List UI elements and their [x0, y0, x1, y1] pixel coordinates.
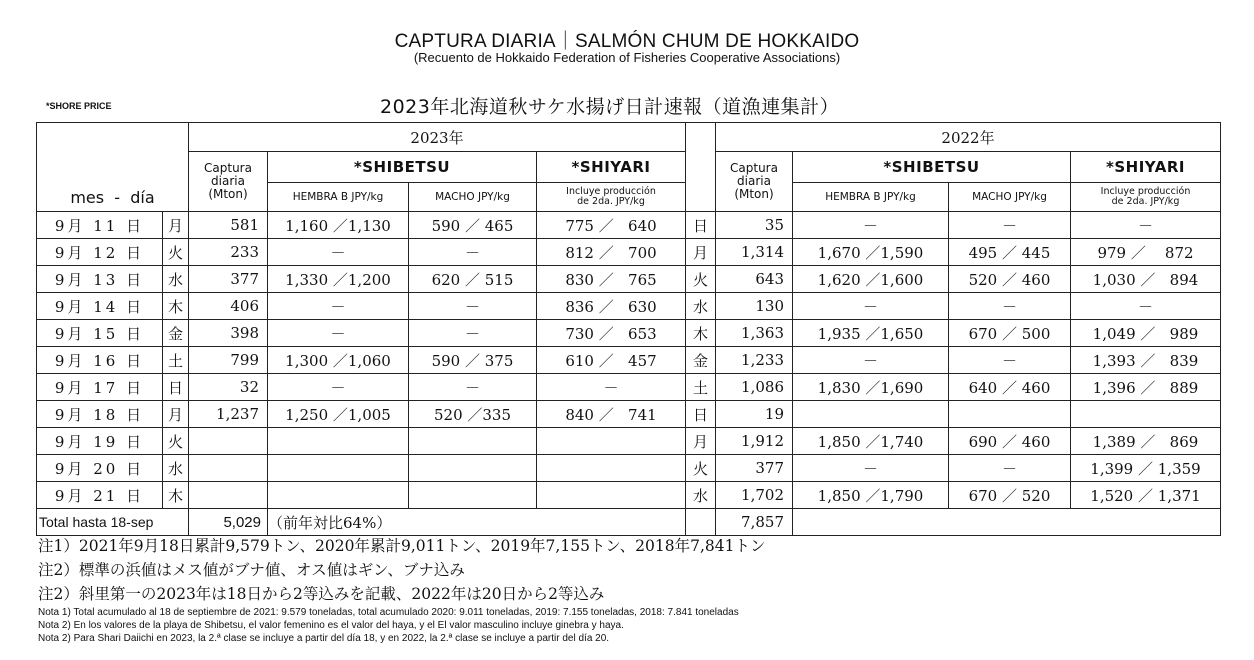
captura-line-1: Captura: [204, 161, 252, 175]
shiyari-price-cell: 610 ／ 457: [537, 347, 686, 374]
prev-captura-cell: 19: [716, 401, 793, 428]
prev-weekday-cell: 月: [686, 239, 716, 266]
date-header-label: mes - día: [70, 188, 155, 207]
japanese-title: 2023年北海道秋サケ水揚げ日計速報（道漁連集計）: [380, 96, 840, 118]
hembra-price-cell: [268, 428, 409, 455]
prev-hembra-price-cell: 1,670 ／1,590: [793, 239, 949, 266]
captura-cell: 233: [189, 239, 268, 266]
notes-section: [38, 534, 1218, 645]
weekday-cell: 水: [163, 455, 189, 482]
prev-macho-price-cell: 520 ／ 460: [949, 266, 1071, 293]
prev-weekday-cell: 水: [686, 293, 716, 320]
prev-shiyari-price-cell: 1,030 ／ 894: [1071, 266, 1221, 293]
macho-price-cell: [409, 482, 537, 509]
table-row: [37, 482, 1221, 509]
report-subtitle: (Recuento de Hokkaido Federation of Fisheries Cooperative Associations): [413, 50, 841, 65]
prev-hembra-price-cell: －: [793, 347, 949, 374]
captura-cell: 406: [189, 293, 268, 320]
hembra-price-cell: [268, 455, 409, 482]
prev-hembra-price-cell: 1,830 ／1,690: [793, 374, 949, 401]
prev-macho-price-cell: 690 ／ 460: [949, 428, 1071, 455]
captura-cell: 799: [189, 347, 268, 374]
table-row: [37, 374, 1221, 401]
note-jp-3: 注2）斜里第一の2023年は18日から2等込みを記載、2022年は20日から2等込み: [38, 585, 605, 603]
prev-shiyari-price-cell: [1071, 401, 1221, 428]
macho-price-cell: －: [409, 320, 537, 347]
shiyari-header-2023: *SHIYARI: [537, 152, 686, 183]
prev-captura-cell: 1,363: [716, 320, 793, 347]
hembra-price-cell: 1,330 ／1,200: [268, 266, 409, 293]
weekday-cell: 金: [163, 320, 189, 347]
prev-weekday-cell: 日: [686, 401, 716, 428]
prev-weekday-cell: 金: [686, 347, 716, 374]
hembra-header-2023: HEMBRA B JPY/kg: [268, 183, 409, 212]
hembra-price-cell: －: [268, 374, 409, 401]
shibetsu-header-2022: *SHIBETSU: [793, 152, 1071, 183]
weekday-cell: 火: [163, 239, 189, 266]
prev-hembra-price-cell: [793, 401, 949, 428]
prev-total-value: 7,857: [716, 509, 793, 536]
prev-captura-cell: 1,702: [716, 482, 793, 509]
shore-price-label: *SHORE PRICE: [46, 101, 112, 111]
macho-price-cell: 590 ／ 465: [409, 212, 537, 239]
prev-weekday-cell: 水: [686, 482, 716, 509]
prev-shiyari-price-cell: －: [1071, 293, 1221, 320]
date-cell: 9月 12 日: [37, 239, 163, 266]
macho-price-cell: 620 ／ 515: [409, 266, 537, 293]
date-header: [37, 152, 189, 212]
prev-macho-price-cell: －: [949, 293, 1071, 320]
prev-captura-cell: 1,314: [716, 239, 793, 266]
macho-price-cell: －: [409, 293, 537, 320]
captura-line-2: diaria: [211, 174, 245, 188]
prev-weekday-cell: 日: [686, 212, 716, 239]
shiyari-price-cell: 812 ／ 700: [537, 239, 686, 266]
weekday-cell: 日: [163, 374, 189, 401]
date-cell: 9月 19 日: [37, 428, 163, 455]
prev-captura-cell: 1,233: [716, 347, 793, 374]
shiyari-sub-header-2022: [1071, 183, 1221, 212]
incl-line-1: Incluye producción: [566, 186, 656, 197]
report-title: CAPTURA DIARIA｜SALMÓN CHUM DE HOKKAIDO: [394, 31, 860, 52]
date-cell: 9月 11 日: [37, 212, 163, 239]
table-row: [37, 428, 1221, 455]
date-cell: 9月 15 日: [37, 320, 163, 347]
year-2022-header: 2022年: [716, 123, 1221, 152]
note-es-3: Nota 2) Para Shari Daiichi en 2023, la 2.ª clase se incluye a partir del día 18, y en 2022, la 2.ª clase se incluye a partir del día 20.: [38, 633, 610, 644]
prev-captura-cell: 377: [716, 455, 793, 482]
macho-header-2023: MACHO JPY/kg: [409, 183, 537, 212]
date-cell: 9月 21 日: [37, 482, 163, 509]
hembra-price-cell: 1,250 ／1,005: [268, 401, 409, 428]
corner-cell: [37, 123, 189, 152]
table-row: [37, 266, 1221, 293]
incl-line-1: Incluye producción: [1100, 186, 1191, 197]
prev-captura-cell: 643: [716, 266, 793, 293]
table-row: [37, 401, 1221, 428]
captura-line-3: (Mton): [734, 187, 774, 201]
spacer-cell: [686, 123, 716, 152]
date-cell: 9月 14 日: [37, 293, 163, 320]
hembra-price-cell: 1,160 ／1,130: [268, 212, 409, 239]
date-cell: 9月 13 日: [37, 266, 163, 293]
captura-cell: 377: [189, 266, 268, 293]
hembra-price-cell: －: [268, 293, 409, 320]
table-row: [37, 293, 1221, 320]
incl-line-2: de 2da. JPY/kg: [577, 196, 645, 207]
hembra-price-cell: 1,300 ／1,060: [268, 347, 409, 374]
prev-hembra-price-cell: 1,620 ／1,600: [793, 266, 949, 293]
prev-shiyari-price-cell: 1,396 ／ 889: [1071, 374, 1221, 401]
shiyari-price-cell: [537, 455, 686, 482]
prev-weekday-cell: 土: [686, 374, 716, 401]
prev-shiyari-price-cell: －: [1071, 212, 1221, 239]
prev-macho-price-cell: 640 ／ 460: [949, 374, 1071, 401]
prev-hembra-price-cell: 1,850 ／1,790: [793, 482, 949, 509]
prev-hembra-price-cell: －: [793, 293, 949, 320]
captura-header-2023: [189, 152, 268, 212]
total-label: Total hasta 18-sep: [37, 509, 189, 536]
hembra-header-2022: HEMBRA B JPY/kg: [793, 183, 949, 212]
prev-hembra-price-cell: 1,935 ／1,650: [793, 320, 949, 347]
prev-captura-cell: 35: [716, 212, 793, 239]
prev-captura-cell: 1,086: [716, 374, 793, 401]
macho-price-cell: 520 ／335: [409, 401, 537, 428]
prev-macho-price-cell: －: [949, 212, 1071, 239]
shiyari-price-cell: 836 ／ 630: [537, 293, 686, 320]
note-jp-2: 注2）標準の浜値はメス値がブナ値、オス値はギン、ブナ込み: [38, 561, 465, 579]
macho-price-cell: [409, 455, 537, 482]
prev-hembra-price-cell: 1,850 ／1,740: [793, 428, 949, 455]
prev-shiyari-price-cell: 1,049 ／ 989: [1071, 320, 1221, 347]
captura-line-1: Captura: [730, 161, 778, 175]
table-row: [37, 455, 1221, 482]
total-row: [37, 509, 1221, 536]
prev-weekday-cell: 火: [686, 266, 716, 293]
shiyari-price-cell: [537, 482, 686, 509]
macho-price-cell: －: [409, 374, 537, 401]
captura-cell: 1,237: [189, 401, 268, 428]
hembra-price-cell: [268, 482, 409, 509]
prev-weekday-cell: 木: [686, 320, 716, 347]
spacer-cell: [686, 152, 716, 212]
captura-line-2: diaria: [737, 174, 771, 188]
shiyari-price-cell: －: [537, 374, 686, 401]
macho-header-2022: MACHO JPY/kg: [949, 183, 1071, 212]
year-2023-header: 2023年: [189, 123, 686, 152]
captura-cell: 581: [189, 212, 268, 239]
prev-weekday-cell: 月: [686, 428, 716, 455]
incl-line-2: de 2da. JPY/kg: [1111, 196, 1180, 207]
table-row: [37, 212, 1221, 239]
prev-macho-price-cell: －: [949, 347, 1071, 374]
weekday-cell: 木: [163, 482, 189, 509]
prev-shiyari-price-cell: 1,389 ／ 869: [1071, 428, 1221, 455]
captura-cell: [189, 428, 268, 455]
hembra-price-cell: －: [268, 320, 409, 347]
date-cell: 9月 17 日: [37, 374, 163, 401]
prev-macho-price-cell: 670 ／ 520: [949, 482, 1071, 509]
shiyari-sub-header-2023: [537, 183, 686, 212]
macho-price-cell: 590 ／ 375: [409, 347, 537, 374]
prev-hembra-price-cell: －: [793, 455, 949, 482]
shibetsu-header-2023: *SHIBETSU: [268, 152, 537, 183]
weekday-cell: 水: [163, 266, 189, 293]
captura-cell: [189, 455, 268, 482]
group-header-row: [37, 152, 1221, 183]
date-cell: 9月 20 日: [37, 455, 163, 482]
weekday-cell: 木: [163, 293, 189, 320]
hembra-price-cell: －: [268, 239, 409, 266]
prev-shiyari-price-cell: 979 ／ 872: [1071, 239, 1221, 266]
date-cell: 9月 16 日: [37, 347, 163, 374]
captura-header-2022: [716, 152, 793, 212]
prev-weekday-cell: 火: [686, 455, 716, 482]
date-cell: 9月 18 日: [37, 401, 163, 428]
catch-table: [36, 122, 1221, 536]
captura-cell: [189, 482, 268, 509]
table-row: [37, 347, 1221, 374]
prev-shiyari-price-cell: 1,393 ／ 839: [1071, 347, 1221, 374]
shiyari-price-cell: 775 ／ 640: [537, 212, 686, 239]
total-value: 5,029: [189, 509, 268, 536]
prev-macho-price-cell: [949, 401, 1071, 428]
shiyari-price-cell: 840 ／ 741: [537, 401, 686, 428]
shiyari-header-2022: *SHIYARI: [1071, 152, 1221, 183]
prev-macho-price-cell: 495 ／ 445: [949, 239, 1071, 266]
prev-shiyari-price-cell: 1,520 ／ 1,371: [1071, 482, 1221, 509]
total-empty-cell: [793, 509, 1221, 536]
macho-price-cell: [409, 428, 537, 455]
macho-price-cell: －: [409, 239, 537, 266]
weekday-cell: 土: [163, 347, 189, 374]
weekday-cell: 月: [163, 401, 189, 428]
total-ratio: （前年対比64%）: [268, 509, 686, 536]
weekday-cell: 火: [163, 428, 189, 455]
weekday-cell: 月: [163, 212, 189, 239]
shiyari-price-cell: [537, 428, 686, 455]
prev-macho-price-cell: 670 ／ 500: [949, 320, 1071, 347]
shiyari-price-cell: 730 ／ 653: [537, 320, 686, 347]
note-jp-1: 注1）2021年9月18日累計9,579トン、2020年累計9,011トン、2019年7,155トン、2018年7,841トン: [38, 537, 766, 555]
table-row: [37, 320, 1221, 347]
shiyari-price-cell: 830 ／ 765: [537, 266, 686, 293]
year-row: [37, 123, 1221, 152]
prev-shiyari-price-cell: 1,399 ／ 1,359: [1071, 455, 1221, 482]
prev-hembra-price-cell: －: [793, 212, 949, 239]
captura-cell: 32: [189, 374, 268, 401]
prev-captura-cell: 1,912: [716, 428, 793, 455]
captura-cell: 398: [189, 320, 268, 347]
note-es-2: Nota 2) En los valores de la playa de Shibetsu, el valor femenino es el valor del haya, y el El valor masculino incluye ginebra y haya.: [38, 620, 624, 631]
prev-macho-price-cell: －: [949, 455, 1071, 482]
spacer-cell: [686, 509, 716, 536]
table-row: [37, 239, 1221, 266]
prev-captura-cell: 130: [716, 293, 793, 320]
note-es-1: Nota 1) Total acumulado al 18 de septiembre de 2021: 9.579 toneladas, total acumulado 2020: 9.011 toneladas, 2019: 7.155 toneladas, 2018: 7.841 toneladas: [38, 607, 739, 618]
captura-line-3: (Mton): [208, 187, 248, 201]
